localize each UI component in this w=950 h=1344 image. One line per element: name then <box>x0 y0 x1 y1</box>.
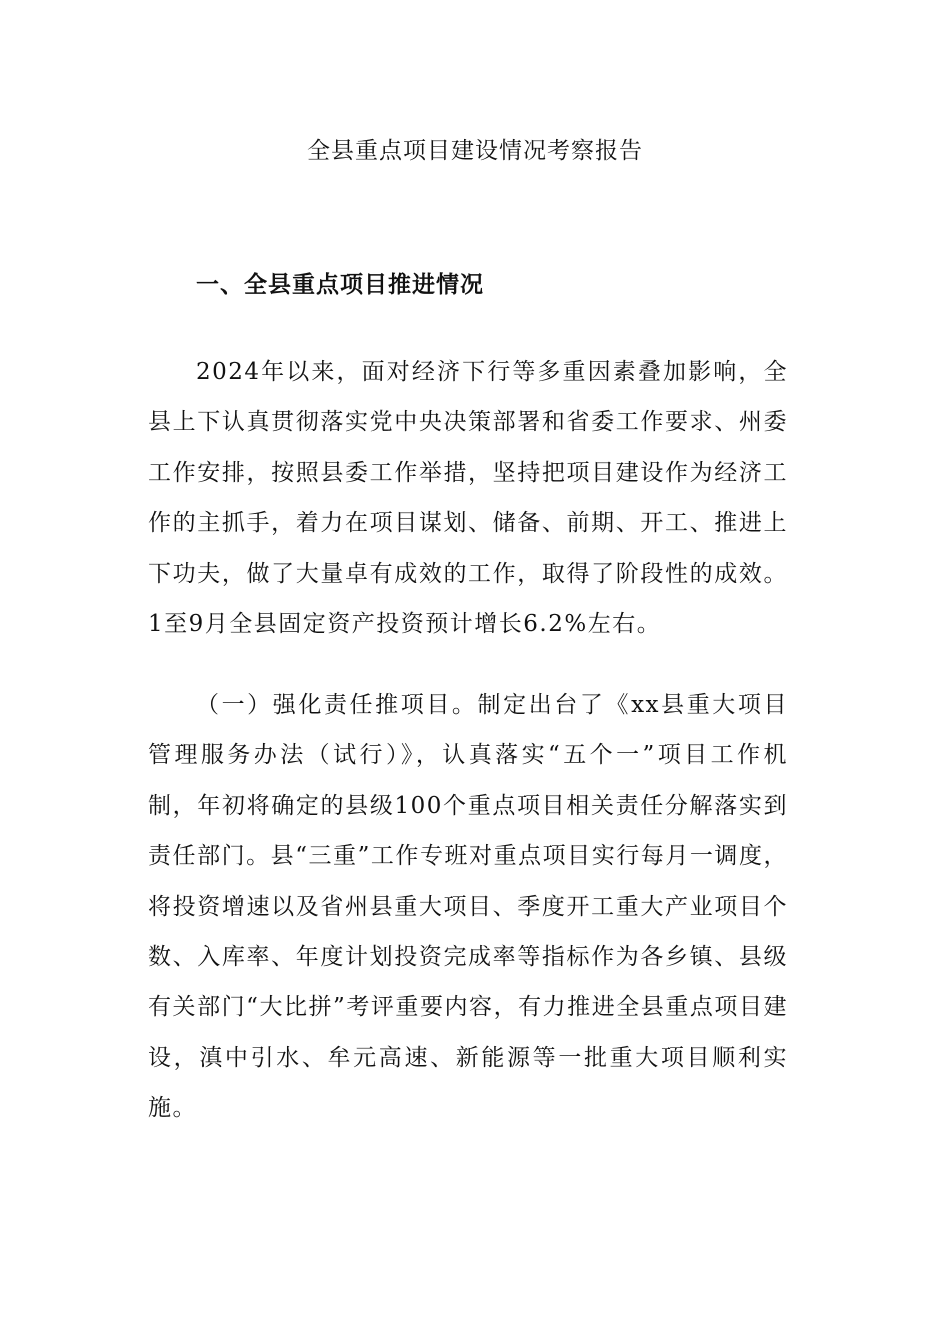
body-paragraph: （一）强化责任推项目。制定出台了《xx县重大项目管理服务办法（试行）》，认真落实“五个一”项目工作机制，年初将确定的县级100个重点项目相关责任分解落实到责任部门。县“三重”工作专班对重点项目实行每月一调度，将投资增速以及省州县重大项目、季度开工重大产业项目个数、入库率、年度计划投资完成率等指标作为各乡镇、县级有关部门“大比拼”考评重要内容，有力推进全县重点项目建设，滇中引水、牟元高速、新能源等一批重大项目顺利实施。 <box>148 692 788 1122</box>
document-title: 全县重点项目建设情况考察报告 <box>307 138 643 164</box>
body-paragraph: 2024年以来，面对经济下行等多重因素叠加影响，全县上下认真贯彻落实党中央决策部署和省委工作要求、州委工作安排，按照县委工作举措，坚持把项目建设作为经济工作的主抓手，着力在项目谋划、储备、前期、开工、推进上下功夫，做了大量卓有成效的工作，取得了阶段性的成效。1至9月全县固定资产投资预计增长6.2%左右。 <box>148 359 788 638</box>
section-heading: 一、全县重点项目推进情况 <box>196 271 484 298</box>
